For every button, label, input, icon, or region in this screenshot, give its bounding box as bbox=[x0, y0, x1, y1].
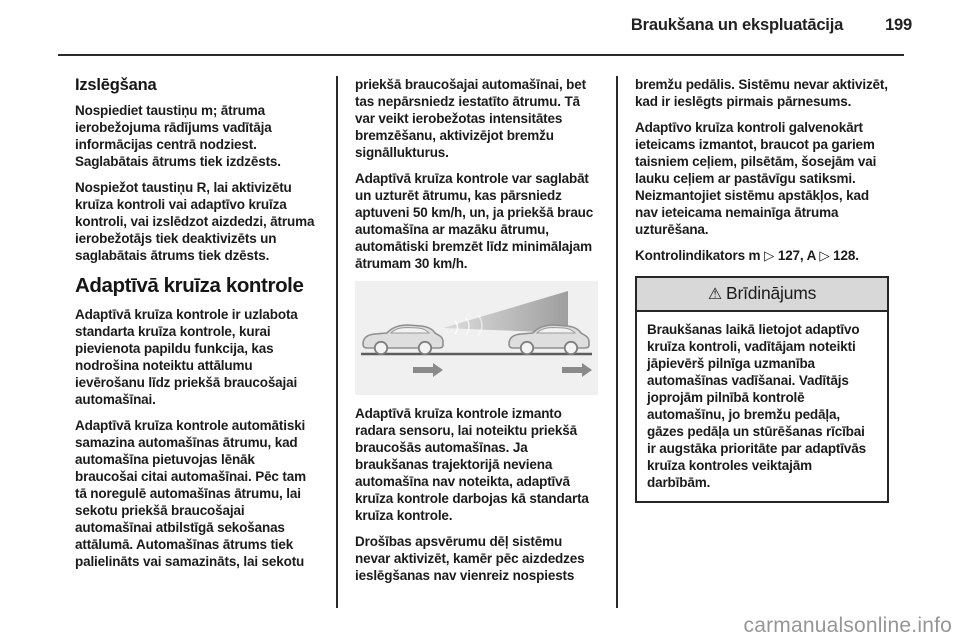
text-column-1 bbox=[75, 76, 316, 579]
section-heading-deactivation: Izslēgšana bbox=[75, 76, 157, 94]
indicator-reference-line: Kontrolindikators m ▷ 127, A ▷ 128. bbox=[635, 248, 859, 263]
paragraph: Adaptīvā kruīza kontrole automātiski samazina automašīnas ātrumu, kad automašīna pietuvojas lēnāk braucošai citai automašīnai. Pēc tam tā noregulē automašīnas ātrumu, lai sekotu priekšā braucošajai automašīnai atbilstīgā sekošanas attālumā. Automašīnas ātrums tiek palielināts vai samazināts, lai sekotu bbox=[75, 418, 306, 569]
chapter-title: Braukšana un ekspluatācija bbox=[630, 16, 844, 34]
paragraph: Adaptīvo kruīza kontroli galvenokārt ieteicams izmantot, braucot pa gariem taisniem ceļiem, pilsētām, šosejām vai lauku ceļiem ar pastāvīgu satiksmi. Neizmantojiet sistēmu apstākļos, kad nav ieteicama nemainīga ātruma uzturēšana. bbox=[635, 120, 877, 237]
page-number: 199 bbox=[885, 16, 912, 34]
paragraph: bremžu pedālis. Sistēmu nevar aktivizēt, kad ir ieslēgts pirmais pārnesums. bbox=[635, 77, 888, 109]
paragraph: Adaptīvā kruīza kontrole izmanto radara sensoru, lai noteiktu priekšā braucošās automašīnas. Ja braukšanas trajektorijā neviena automašīna nav noteikta, adaptīvā kruīza kontrole darbojas kā standarta kruīza kontrole. bbox=[355, 406, 589, 523]
site-watermark: carmanualsonline.info bbox=[743, 614, 952, 637]
page-header bbox=[58, 16, 912, 35]
section-heading-adaptive-cruise: Adaptīvā kruīza kontrole bbox=[75, 274, 304, 297]
paragraph: Nospiežot taustiņu R, lai aktivizētu kruīza kontroli vai adaptīvo kruīza kontroli, vai izslēdzot aizdedzi, ātruma ierobežotājs tiek deaktivizēts un saglabātais ātrums tiek dzēsts. bbox=[75, 180, 315, 263]
direction-arrow-right bbox=[562, 363, 592, 377]
header-rule bbox=[58, 54, 904, 56]
column-divider bbox=[616, 76, 618, 608]
warning-triangle-icon: ⚠ bbox=[707, 286, 722, 303]
warning-box bbox=[635, 276, 889, 503]
paragraph: Adaptīvā kruīza kontrole var saglabāt un uzturēt ātrumu, kas pārsniedz aptuveni 50 km/h, un, ja priekšā brauc automašīna ar mazāku ātrumu, automātiski bremzēt līdz minimālajam ātrumam 30 km/h. bbox=[355, 171, 594, 271]
paragraph: Drošības apsvērumu dēļ sistēmu nevar aktivizēt, kamēr pēc aizdedzes ieslēgšanas nav vienreiz nospiests bbox=[355, 534, 585, 583]
warning-box-body bbox=[637, 312, 887, 501]
warning-title: Brīdinājums bbox=[725, 283, 817, 303]
acc-radar-illustration bbox=[355, 281, 598, 395]
paragraph: priekšā braucošajai automašīnai, bet tas nepārsniedz iestatīto ātrumu. Tā var veikt ierobežotas intensitātes bremzēšanu, aktivizējot bremžu signāllukturus. bbox=[355, 77, 586, 160]
warning-text: Braukšanas laikā lietojot adaptīvo kruīza kontroli, vadītājam noteikti jāpievērš pilnīga uzmanība automašīnas vadīšanai. Vadītājs joprojām pilnībā kontrolē automašīnu, jo bremžu pedāļa, gāzes pedāļa un stūrēšanas rīcībai ir augstāka prioritāte par adaptīvās kruīza kontroles veiktajām darbībām. bbox=[647, 322, 866, 490]
paragraph: Nospiediet taustiņu m; ātruma ierobežojuma rādījums vadītāja informācijas centrā nodziest. Saglabātais ātrums tiek izdzēsts. bbox=[75, 103, 281, 169]
direction-arrow-left bbox=[413, 363, 443, 377]
column-divider bbox=[336, 76, 338, 608]
text-column-3 bbox=[635, 76, 889, 503]
paragraph: Adaptīvā kruīza kontrole ir uzlabota standarta kruīza kontrole, kurai pievienota papildu funkcija, kas nodrošina noteiktu attālumu ievērošanu līdz priekšā braucošajai automašīnai. bbox=[75, 307, 298, 407]
text-column-2 bbox=[355, 76, 598, 593]
following-car bbox=[363, 325, 443, 354]
warning-box-header bbox=[637, 278, 887, 312]
